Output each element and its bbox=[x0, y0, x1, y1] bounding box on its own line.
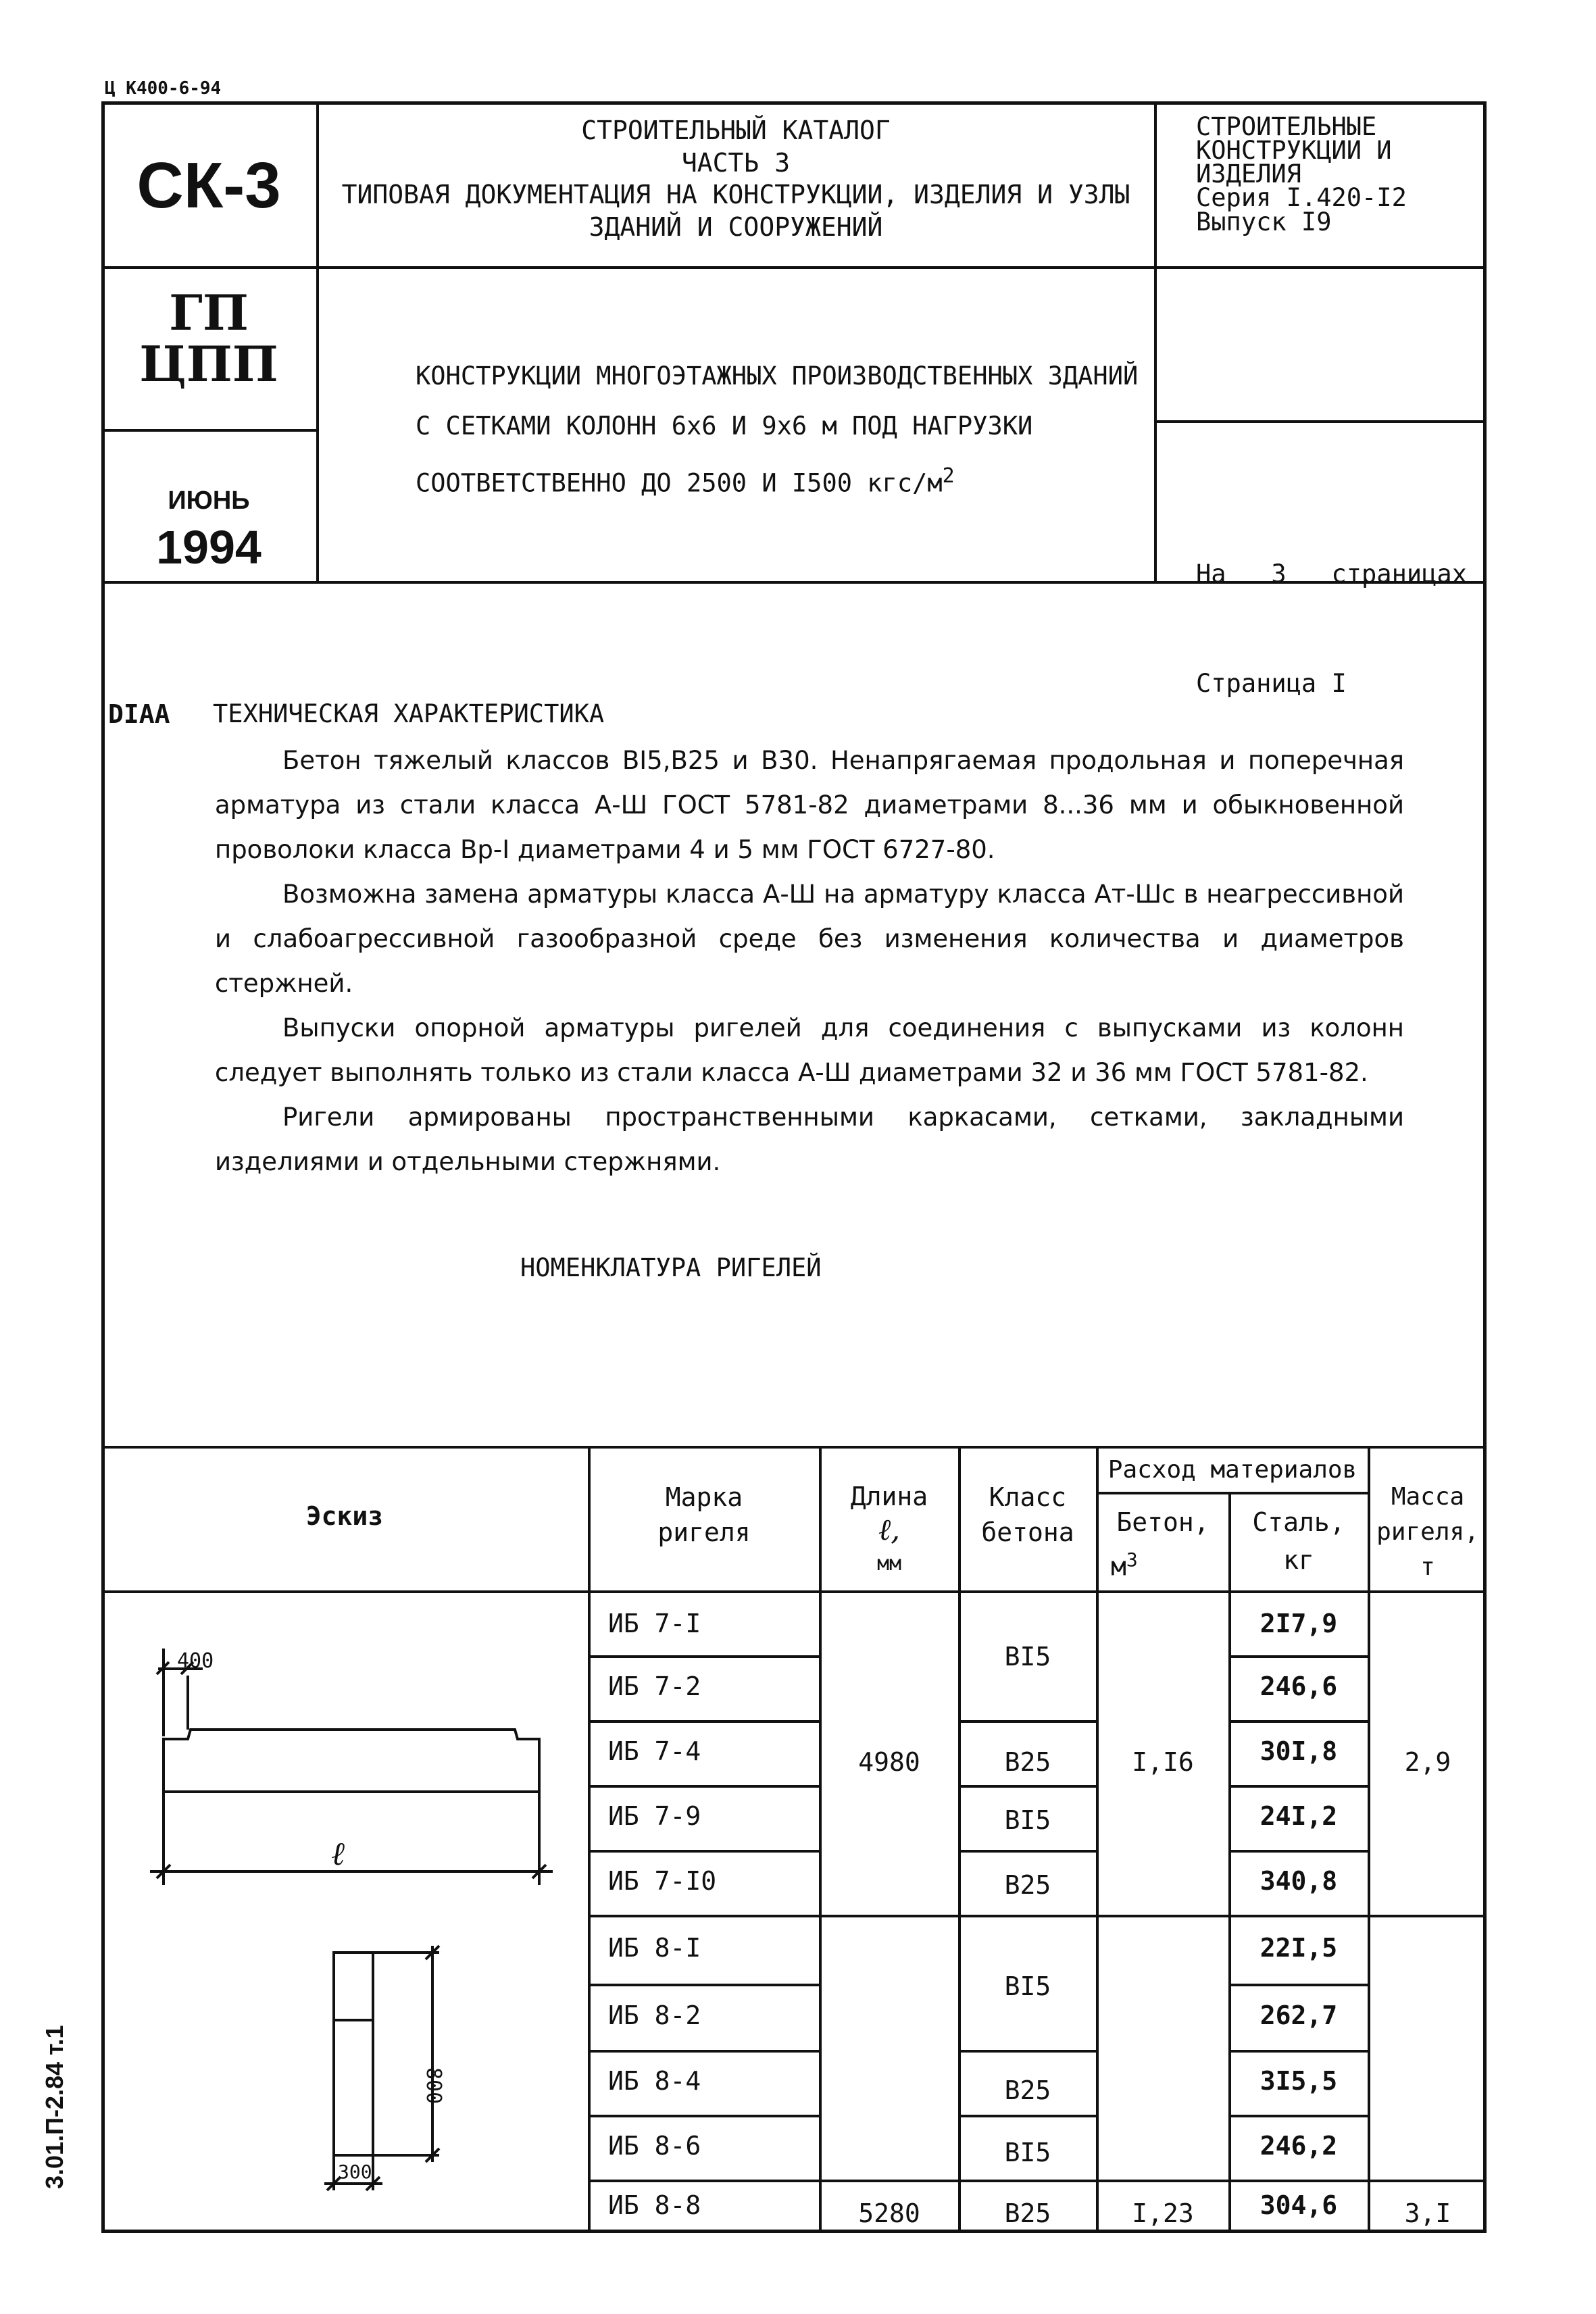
length-cell: 5280 bbox=[858, 2198, 920, 2228]
year: 1994 bbox=[156, 521, 261, 574]
table-row-mark: ИБ 7-I bbox=[608, 1609, 701, 1638]
table-row-steel: 262,7 bbox=[1260, 2001, 1338, 2030]
table-row-mark: ИБ 8-I bbox=[608, 1933, 701, 1963]
section-code: DIAA bbox=[108, 699, 170, 729]
header-text: кг bbox=[1283, 1545, 1314, 1575]
table-row-steel: 22I,5 bbox=[1260, 1933, 1338, 1963]
org-line: ГП bbox=[169, 284, 249, 341]
beam-sketch bbox=[101, 1594, 588, 2230]
section-line: ИЗДЕЛИЯ bbox=[1196, 159, 1301, 189]
doc-title-text: СООТВЕТСТВЕННО ДО 2500 И I500 кгс/м bbox=[416, 468, 943, 498]
header-text: т bbox=[1420, 1553, 1435, 1581]
catalog-title-line: ЗДАНИЙ И СООРУЖЕНИЙ bbox=[589, 211, 883, 242]
header-text bbox=[1097, 1541, 1228, 1586]
mass-cell: 3,I bbox=[1404, 2198, 1451, 2228]
table-row-mark: ИБ 7-I0 bbox=[608, 1866, 717, 1896]
header-concrete bbox=[1097, 1503, 1228, 1586]
table-row-mark: ИБ 8-6 bbox=[608, 2131, 701, 2161]
header-length bbox=[820, 1480, 958, 1581]
body-heading: ТЕХНИЧЕСКАЯ ХАРАКТЕРИСТИКА bbox=[213, 699, 605, 728]
paragraph-text: Выпуски опорной арматуры ригелей для соединения с выпусками из колонн следует выполнять только из стали класса А-Ш диаметрами 32 и 36 мм ГОСТ 5781-82. bbox=[215, 1013, 1404, 1087]
table-row-steel: 24I,2 bbox=[1260, 1801, 1338, 1831]
class-cell: B25 bbox=[1004, 2198, 1051, 2228]
side-code: 3.01.П-2.84 т.1 bbox=[41, 2025, 68, 2189]
beam-outline-top bbox=[164, 1730, 539, 1751]
paragraph-text: Ригели армированы пространственными каркасами, сетками, закладными изделиями и отдельными стержнями. bbox=[215, 1103, 1404, 1176]
section-line: Выпуск I9 bbox=[1196, 207, 1332, 236]
org-name bbox=[101, 284, 316, 393]
table-row-steel: 304,6 bbox=[1260, 2190, 1338, 2220]
table-row-steel: 2I7,9 bbox=[1260, 1609, 1338, 1638]
dim-height: 800 bbox=[422, 2067, 445, 2105]
table-row-mark: ИБ 8-4 bbox=[608, 2066, 701, 2096]
header-text: Масса bbox=[1391, 1483, 1465, 1511]
doc-title-line: С СЕТКАМИ КОЛОНН 6х6 И 9х6 м ПОД НАГРУЗКИ bbox=[416, 411, 1033, 441]
dim-bottom-width: 300 bbox=[338, 2161, 372, 2183]
length-cell: 4980 bbox=[858, 1747, 920, 1777]
catalog-title-line: ТИПОВАЯ ДОКУМЕНТАЦИЯ НА КОНСТРУКЦИИ, ИЗДЕЛИЯ И УЗЛЫ bbox=[341, 180, 1130, 209]
section-info bbox=[1196, 112, 1407, 236]
table-row-mark: ИБ 8-2 bbox=[608, 2001, 701, 2030]
table-row-steel: 30I,8 bbox=[1260, 1736, 1338, 1766]
header-text: Марка bbox=[665, 1482, 743, 1512]
paragraph-text: Возможна замена арматуры класса А-Ш на арматуру класса Ат-Шс в неагрессивной и слабоагрессивной газообразной среде без изменения количества и диаметров стержней. bbox=[215, 880, 1404, 998]
table-row-steel: 246,2 bbox=[1260, 2131, 1338, 2161]
header-mark bbox=[589, 1480, 819, 1550]
mass-cell: 2,9 bbox=[1404, 1747, 1451, 1777]
month: ИЮНЬ bbox=[168, 486, 250, 515]
class-cell: BI5 bbox=[1004, 2138, 1051, 2167]
corner-code: Ц К400-6-94 bbox=[105, 78, 222, 99]
catalog-title-line: ЧАСТЬ 3 bbox=[681, 147, 791, 178]
header-text: ℓ, bbox=[878, 1513, 901, 1547]
header-text: мм bbox=[876, 1552, 902, 1576]
table-row-mark: ИБ 7-4 bbox=[608, 1736, 701, 1766]
doc-title-superscript: 2 bbox=[942, 464, 955, 488]
class-cell: B25 bbox=[1004, 2076, 1051, 2105]
header-concrete-class bbox=[959, 1480, 1096, 1550]
header-text: бетона bbox=[981, 1517, 1074, 1547]
header-text: Класс bbox=[989, 1482, 1067, 1512]
table-row-mark: ИБ 7-9 bbox=[608, 1801, 701, 1831]
table-row-mark: ИБ 8-8 bbox=[608, 2190, 701, 2220]
catalog-title bbox=[318, 115, 1154, 243]
header-text: ригеля bbox=[657, 1517, 751, 1547]
class-cell: B25 bbox=[1004, 1747, 1051, 1777]
page-info bbox=[1196, 483, 1467, 738]
header-text: Бетон, bbox=[1116, 1507, 1210, 1537]
table-row-steel: 340,8 bbox=[1260, 1866, 1338, 1896]
org-line: ЦПП bbox=[139, 334, 278, 393]
paragraph-text: Бетон тяжелый классов BI5,B25 и B30. Ненапрягаемая продольная и поперечная арматура из стали класса А-Ш ГОСТ 5781-82 диаметрами 8...36 мм и обыкновенной проволоки класса Вр-I диаметрами 4 и 5 мм ГОСТ 6727-80. bbox=[215, 746, 1404, 864]
dim-length: ℓ bbox=[331, 1835, 345, 1873]
class-cell: B25 bbox=[1004, 1870, 1051, 1900]
doc-title-line bbox=[416, 451, 1138, 508]
document-title bbox=[416, 351, 1138, 508]
doc-title-line: КОНСТРУКЦИИ МНОГОЭТАЖНЫХ ПРОИЗВОДСТВЕННЫХ ЗДАНИЙ bbox=[416, 361, 1139, 391]
header-text: Сталь, bbox=[1252, 1507, 1345, 1537]
table-row-mark: ИБ 7-2 bbox=[608, 1671, 701, 1701]
header-unit: м bbox=[1111, 1551, 1126, 1582]
table-title: НОМЕНКЛАТУРА РИГЕЛЕЙ bbox=[520, 1253, 822, 1282]
catalog-title-line: СТРОИТЕЛЬНЫЙ КАТАЛОГ bbox=[581, 116, 891, 145]
header-superscript: 3 bbox=[1126, 1549, 1138, 1571]
header-steel bbox=[1230, 1503, 1368, 1579]
table-row-steel: 246,6 bbox=[1260, 1671, 1338, 1701]
header-sketch: Эскиз bbox=[305, 1501, 384, 1531]
dim-top-width: 400 bbox=[177, 1649, 214, 1673]
section-line: СТРОИТЕЛЬНЫЕ bbox=[1196, 112, 1377, 141]
catalog-code: СК-3 bbox=[136, 149, 281, 222]
section-line: КОНСТРУКЦИИ И bbox=[1196, 136, 1392, 166]
table-row-steel: 3I5,5 bbox=[1260, 2066, 1338, 2096]
page-count: На 3 страницах bbox=[1196, 559, 1467, 588]
section-line: Серия I.420-I2 bbox=[1196, 183, 1407, 213]
class-cell: BI5 bbox=[1004, 1805, 1051, 1835]
concrete-volume-cell: I,I6 bbox=[1132, 1747, 1194, 1777]
header-text: ригеля, bbox=[1376, 1518, 1479, 1546]
header-consumption: Расход материалов bbox=[1107, 1456, 1357, 1484]
class-cell: BI5 bbox=[1004, 1971, 1051, 2001]
header-mass bbox=[1369, 1480, 1487, 1585]
page-number: Страница I bbox=[1196, 669, 1347, 698]
paragraph bbox=[215, 738, 1404, 1184]
class-cell: BI5 bbox=[1004, 1642, 1051, 1671]
concrete-volume-cell: I,23 bbox=[1132, 2198, 1194, 2228]
header-text: Длина bbox=[850, 1482, 928, 1511]
